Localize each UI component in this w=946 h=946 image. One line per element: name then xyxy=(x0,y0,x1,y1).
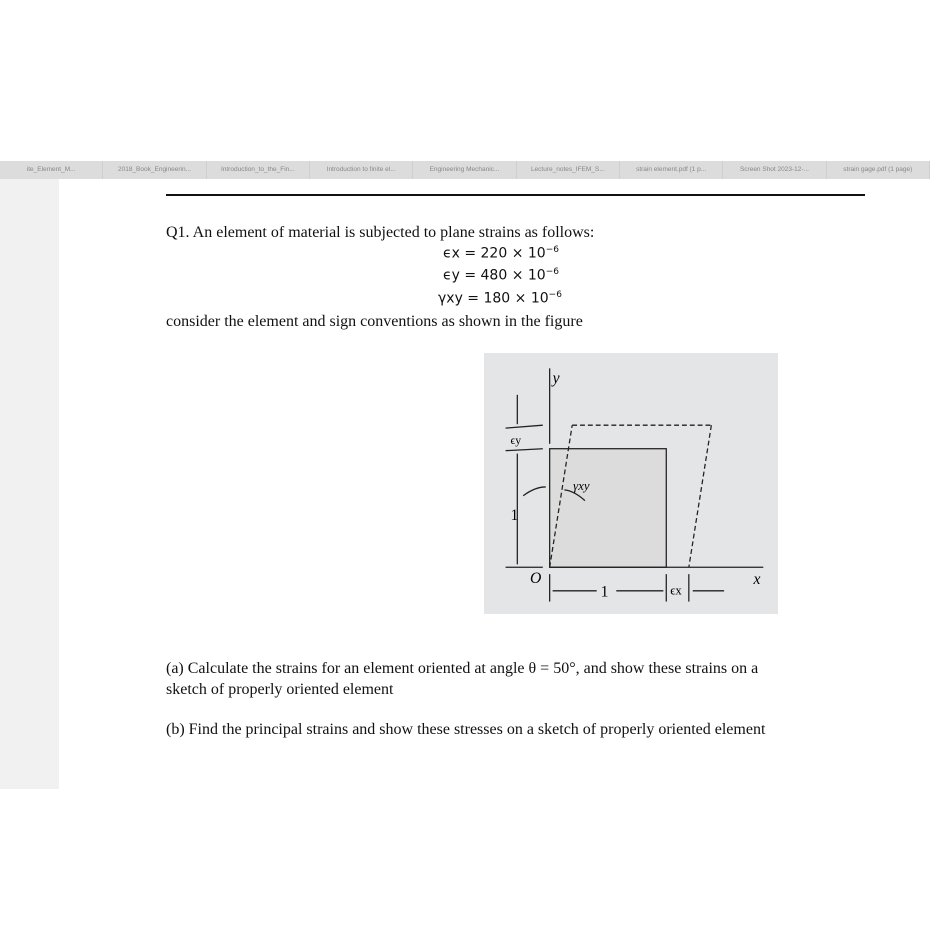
tab[interactable]: Introduction_to_the_Fin... xyxy=(207,161,310,179)
part-a-line2: sketch of properly oriented element xyxy=(166,681,394,698)
strain-x-equation xyxy=(443,245,559,262)
tab[interactable]: Introduction to finite el... xyxy=(310,161,413,179)
eq-text: ϵx = 220 × 10 xyxy=(443,245,546,262)
origin-label: O xyxy=(530,569,542,587)
tab[interactable]: ite_Element_M... xyxy=(0,161,103,179)
part-b: (b) Find the principal strains and show these stresses on a sketch of properly oriented element xyxy=(166,721,766,738)
divider xyxy=(166,194,865,196)
exponent: −6 xyxy=(545,267,559,277)
eq-text: ϵy = 480 × 10 xyxy=(443,267,546,284)
y-axis-label: y xyxy=(552,370,560,388)
question-intro: Q1. An element of material is subjected to plane strains as follows: xyxy=(166,224,595,241)
shear-strain-equation xyxy=(438,290,562,307)
width-label: 1 xyxy=(600,583,609,601)
tab[interactable]: Lecture_notes_IFEM_S... xyxy=(517,161,620,179)
tab[interactable]: strain element.pdf (1 p... xyxy=(620,161,723,179)
x-axis-label: x xyxy=(753,570,761,588)
tab[interactable]: Engineering Mechanic... xyxy=(413,161,516,179)
tab[interactable]: strain gage.pdf (1 page) xyxy=(827,161,930,179)
epsilon-x-label: ϵx xyxy=(670,583,682,598)
eq-text: γxy = 180 × 10 xyxy=(438,290,549,307)
tab[interactable]: 2018_Book_Engineerin... xyxy=(103,161,206,179)
sidebar xyxy=(0,179,59,789)
tab[interactable]: Screen Shot 2023-12-... xyxy=(723,161,826,179)
strain-y-equation xyxy=(443,267,559,284)
epsilon-y-label: ϵy xyxy=(510,433,522,447)
exponent: −6 xyxy=(545,245,559,255)
exponent: −6 xyxy=(548,290,562,300)
consider-text: consider the element and sign conventions as shown in the figure xyxy=(166,313,583,330)
part-a-line1: (a) Calculate the strains for an element oriented at angle θ = 50°, and show these strains on a xyxy=(166,660,759,677)
gamma-xy-label: γxy xyxy=(573,478,590,493)
strain-element-figure xyxy=(484,353,778,614)
tab-bar xyxy=(0,161,930,179)
height-label: 1 xyxy=(510,507,519,525)
